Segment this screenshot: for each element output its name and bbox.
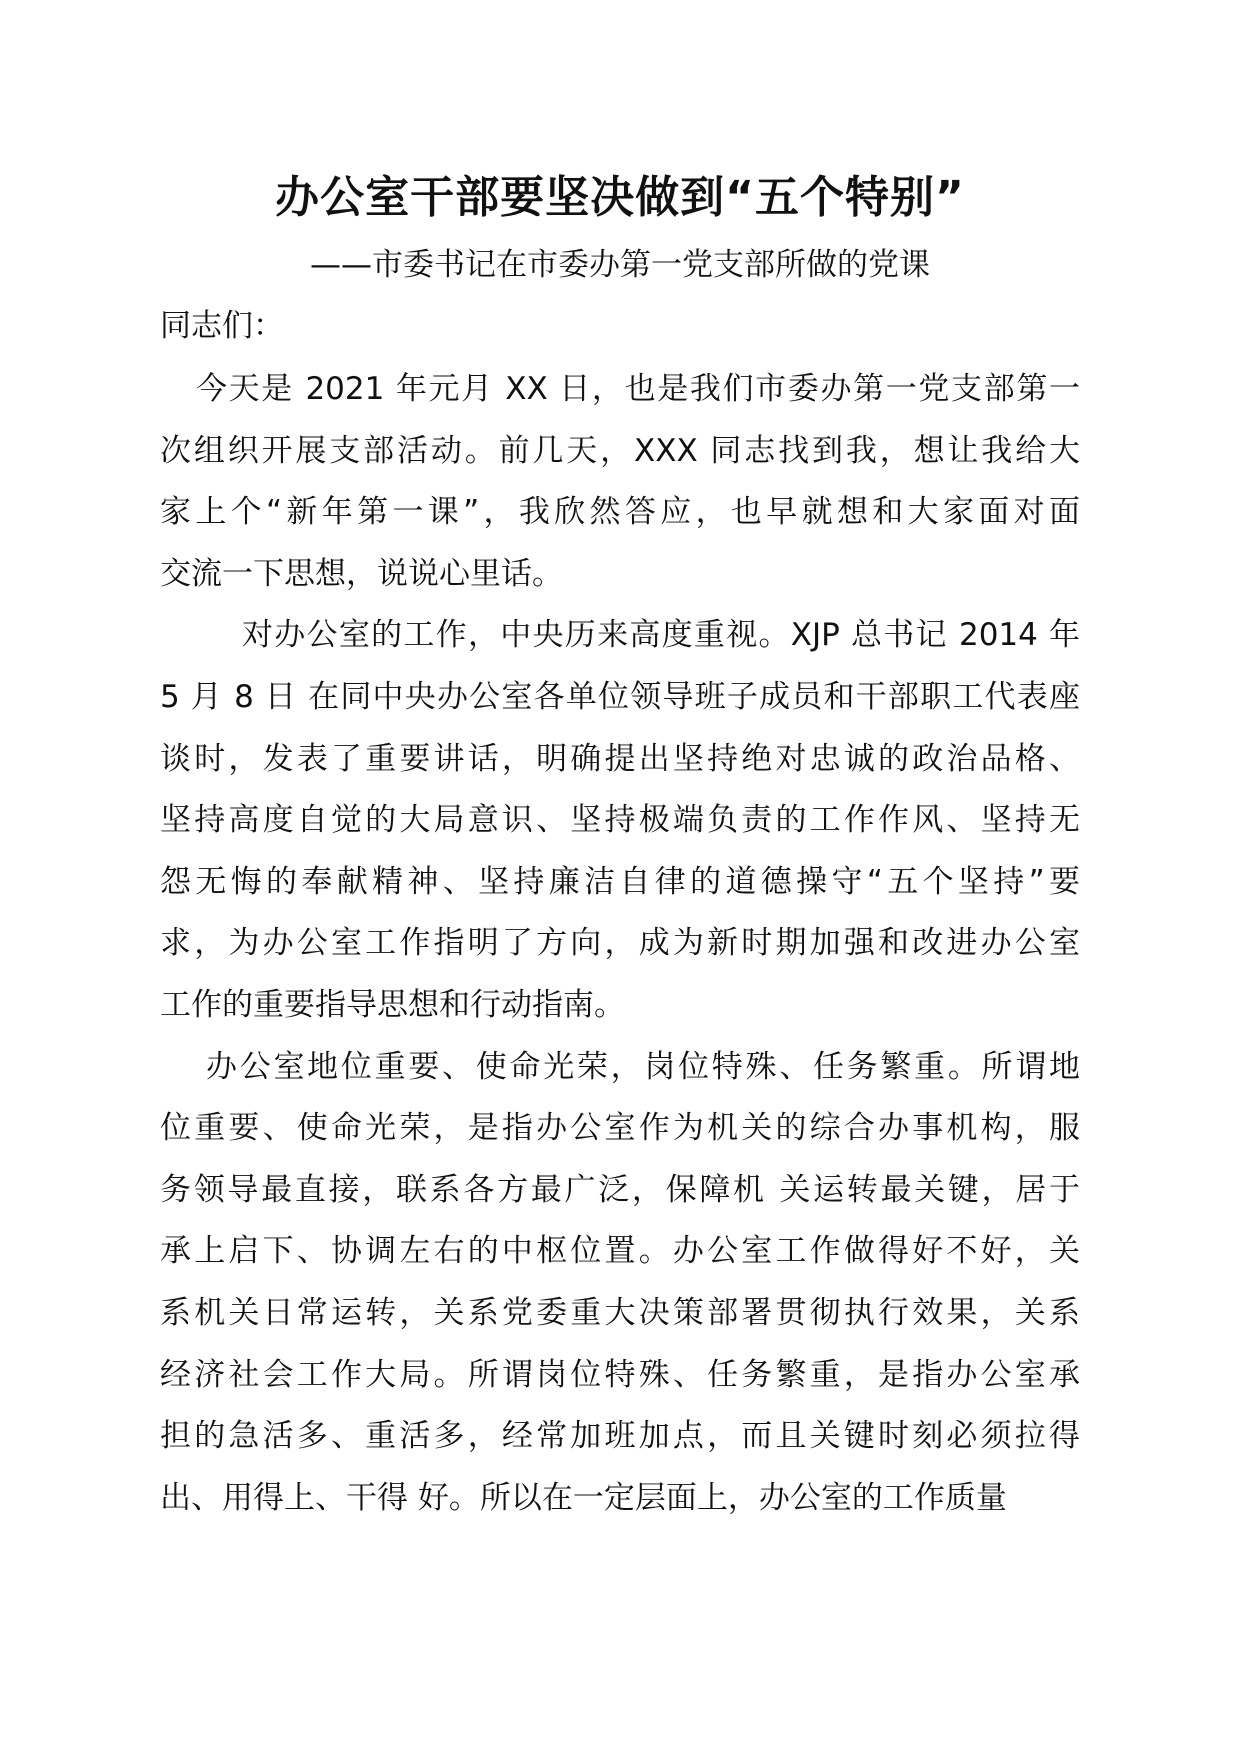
document-subtitle: ——市委书记在市委办第一党支部所做的党课	[310, 247, 930, 283]
paragraph-line: 务领导最直接，联系各方最广泛，保障机 关运转最关键，居于	[160, 1172, 1080, 1208]
paragraph-line: 5 月 8 日 在同中央办公室各单位领导班子成员和干部职工代表座	[160, 679, 1080, 715]
paragraph-line: 家上个“新年第一课”，我欣然答应，也早就想和大家面对面	[160, 494, 1080, 530]
paragraph-line: 交流一下思想，说说心里话。	[160, 556, 563, 592]
paragraph-line: 出、用得上、干得 好。所以在一定层面上，办公室的工作质量	[160, 1480, 1007, 1516]
paragraph-line: 经济社会工作大局。所谓岗位特殊、任务繁重，是指办公室承	[160, 1357, 1080, 1393]
paragraph-line: 担的急活多、重活多，经常加班加点，而且关键时刻必须拉得	[160, 1418, 1080, 1454]
paragraph-line: 对办公室的工作，中央历来高度重视。XJP 总书记 2014 年	[242, 617, 1080, 653]
salutation: 同志们：	[160, 308, 284, 344]
paragraph-line: 求，为办公室工作指明了方向，成为新时期加强和改进办公室	[160, 925, 1080, 961]
document-title: 办公室干部要坚决做到“五个特别”	[275, 172, 965, 223]
paragraph-line: 谈时，发表了重要讲话，明确提出坚持绝对忠诚的政治品格、	[160, 741, 1080, 777]
paragraph-line: 承上启下、协调左右的中枢位置。办公室工作做得好不好，关	[160, 1233, 1080, 1269]
paragraph-line: 怨无悔的奉献精神、坚持廉洁自律的道德操守“五个坚持”要	[160, 864, 1080, 900]
paragraph-line: 系机关日常运转，关系党委重大决策部署贯彻执行效果，关系	[160, 1295, 1080, 1331]
paragraph-line: 今天是 2021 年元月 XX 日，也是我们市委办第一党支部第一	[196, 371, 1080, 407]
paragraph-line: 位重要、使命光荣，是指办公室作为机关的综合办事机构，服	[160, 1110, 1080, 1146]
paragraph-line: 坚持高度自觉的大局意识、坚持极端负责的工作作风、坚持无	[160, 802, 1080, 838]
paragraph-line: 工作的重要指导思想和行动指南。	[160, 987, 625, 1023]
paragraph-line: 次组织开展支部活动。前几天，XXX 同志找到我，想让我给大	[160, 433, 1080, 469]
paragraph-line: 办公室地位重要、使命光荣，岗位特殊、任务繁重。所谓地	[206, 1049, 1080, 1085]
